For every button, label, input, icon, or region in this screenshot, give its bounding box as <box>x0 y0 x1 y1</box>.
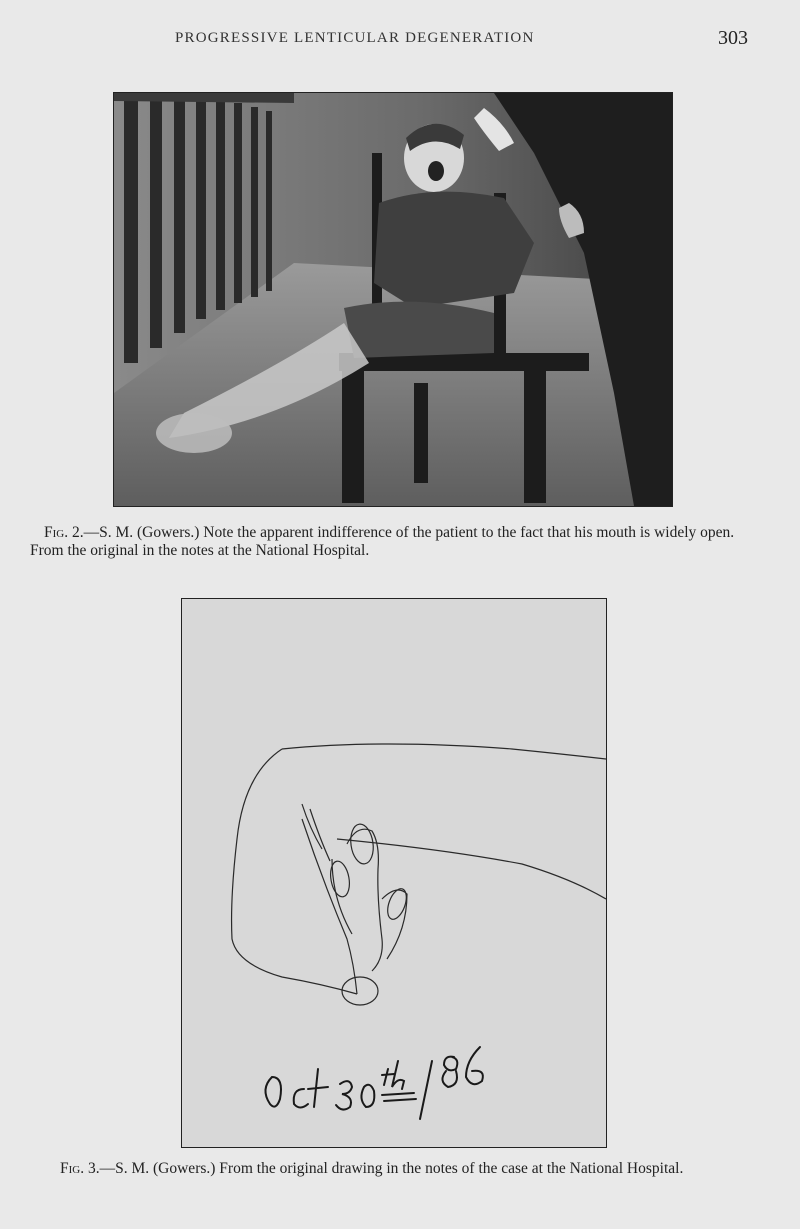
figure-3-drawing <box>181 598 607 1148</box>
figure-2-label: Fig. 2. <box>44 524 84 541</box>
figure-3-caption-text: —S. M. (Gowers.) From the original drawing in the notes of the case at the National Hospital. <box>99 1160 684 1177</box>
running-title: PROGRESSIVE LENTICULAR DEGENERATION <box>175 30 535 46</box>
figure-3-caption <box>30 1160 770 1178</box>
figure-3-label: Fig. 3. <box>60 1160 100 1177</box>
figure-2-caption-text: —S. M. (Gowers.) Note the apparent indifference of the patient to the fact that his mouth is widely open. From the original in the notes at the National Hospital. <box>30 524 735 559</box>
figure-2-photograph <box>113 92 673 507</box>
page-number: 303 <box>718 27 748 49</box>
figure-2-caption <box>30 524 765 560</box>
running-head <box>0 27 800 54</box>
